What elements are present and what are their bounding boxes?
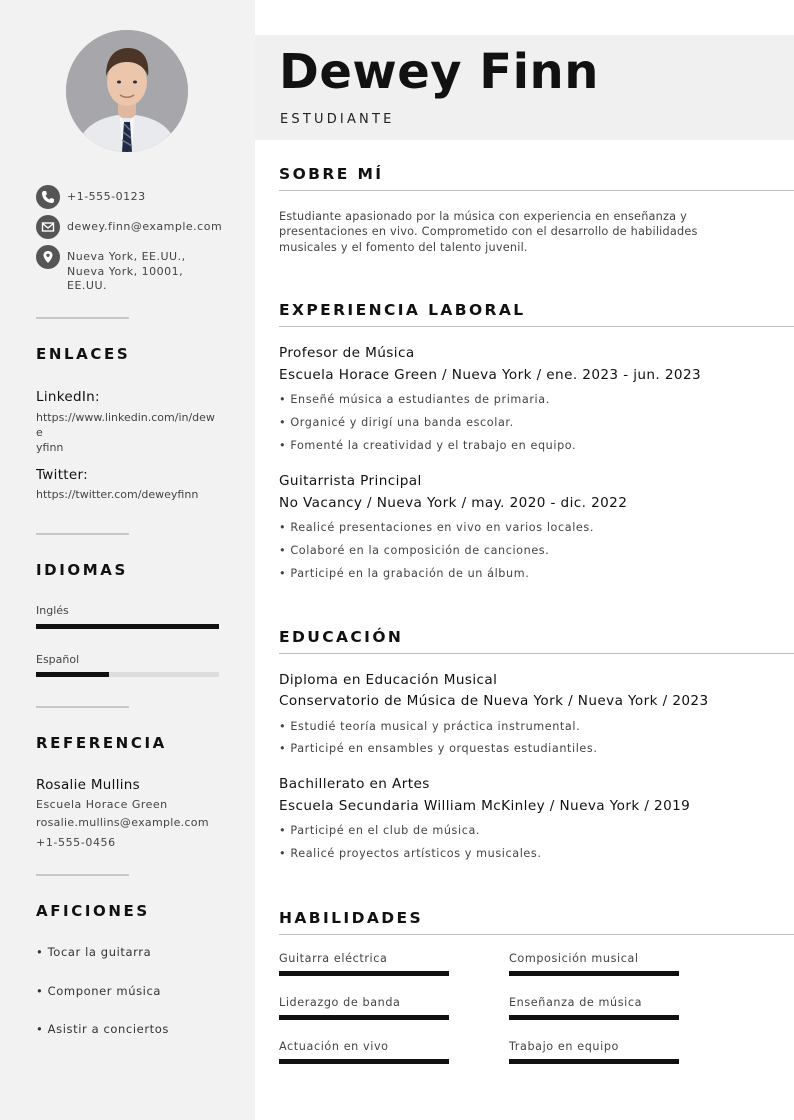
avatar [66, 30, 188, 152]
education-bullet: • Estudié teoría musical y práctica instrumental. [279, 720, 581, 733]
candidate-name: Dewey Finn [279, 44, 599, 100]
about-text [279, 209, 749, 255]
education-title: Bachillerato en Artes [279, 776, 430, 792]
language-level-bar [36, 624, 219, 629]
job-bullet: • Organicé y dirigí una banda escolar. [279, 416, 514, 429]
job-bullet: • Participé en la grabación de un álbum. [279, 567, 530, 580]
linkedin-url-line: https://www.linkedin.com/in/dewe [36, 411, 215, 439]
job-title: Guitarrista Principal [279, 473, 422, 489]
section-rule [279, 326, 794, 327]
phone-icon [36, 185, 60, 209]
education-subtitle: Escuela Secundaria William McKinley / Nueva York / 2019 [279, 798, 691, 814]
skill-level-bar [509, 1015, 679, 1020]
reference-email[interactable]: rosalie.mullins@example.com [36, 816, 209, 829]
sidebar-divider [36, 874, 129, 876]
reference-company: Escuela Horace Green [36, 798, 168, 811]
email-text: dewey.finn@example.com [67, 220, 223, 233]
candidate-title: ESTUDIANTE [280, 112, 395, 127]
envelope-icon [36, 215, 60, 239]
job-bullet: • Realicé presentaciones en vivo en varios locales. [279, 521, 594, 534]
twitter-url-line: https://twitter.com/deweyfinn [36, 488, 199, 501]
language-level-bar [36, 672, 219, 677]
skill-level-bar [279, 1015, 449, 1020]
skill-level-bar [279, 1059, 449, 1064]
reference-name: Rosalie Mullins [36, 777, 140, 793]
sidebar-divider [36, 533, 129, 535]
linkedin-label: LinkedIn: [36, 389, 100, 405]
hobby-item: • Asistir a conciertos [36, 1022, 169, 1036]
reference-heading: REFERENCIA [36, 734, 167, 752]
skill-level-bar [509, 971, 679, 976]
linkedin-url-line: yfinn [36, 441, 64, 454]
twitter-link[interactable] [36, 487, 221, 502]
skill-name: Actuación en vivo [279, 1040, 389, 1053]
skill-name: Trabajo en equipo [509, 1040, 619, 1053]
job-bullet: • Enseñé música a estudiantes de primaria. [279, 393, 550, 406]
about-line: musicales y el fomento del talento juvenil. [279, 240, 528, 254]
section-rule [279, 653, 794, 654]
skill-level-bar [509, 1059, 679, 1064]
address-line: EE.UU. [67, 279, 107, 292]
skill-name: Guitarra eléctrica [279, 952, 388, 965]
skill-name: Enseñanza de música [509, 996, 643, 1009]
address-line: Nueva York, EE.UU., [67, 250, 186, 263]
skill-name: Liderazgo de banda [279, 996, 401, 1009]
language-name: Español [36, 653, 80, 666]
job-subtitle: No Vacancy / Nueva York / may. 2020 - dic. 2022 [279, 495, 628, 511]
skills-heading: HABILIDADES [279, 909, 424, 927]
links-heading: ENLACES [36, 345, 131, 363]
sidebar-divider [36, 706, 129, 708]
map-pin-icon [36, 245, 60, 269]
hobbies-heading: AFICIONES [36, 902, 150, 920]
about-heading: SOBRE MÍ [279, 165, 384, 183]
address-text [67, 250, 186, 294]
sidebar-divider [36, 317, 129, 319]
section-rule [279, 934, 794, 935]
skill-name: Composición musical [509, 952, 639, 965]
about-line: Estudiante apasionado por la música con experiencia en enseñanza y [279, 210, 687, 223]
job-title: Profesor de Música [279, 345, 415, 361]
education-bullet: • Participé en el club de música. [279, 824, 481, 837]
job-bullet: • Fomenté la creatividad y el trabajo en equipo. [279, 439, 577, 452]
education-title: Diploma en Educación Musical [279, 672, 498, 688]
education-subtitle: Conservatorio de Música de Nueva York / Nueva York / 2023 [279, 693, 709, 709]
job-subtitle: Escuela Horace Green / Nueva York / ene. 2023 - jun. 2023 [279, 367, 702, 383]
education-heading: EDUCACIÓN [279, 628, 404, 646]
skill-level-bar [279, 971, 449, 976]
twitter-label: Twitter: [36, 467, 88, 483]
language-name: Inglés [36, 604, 69, 617]
education-bullet: • Realicé proyectos artísticos y musicales. [279, 847, 542, 860]
section-rule [279, 190, 794, 191]
phone-text: +1-555-0123 [67, 190, 146, 203]
about-line: presentaciones en vivo. Comprometido con el desarrollo de habilidades [279, 225, 698, 239]
language-level-fill [36, 624, 219, 629]
linkedin-link[interactable] [36, 410, 221, 455]
reference-phone: +1-555-0456 [36, 836, 116, 849]
job-bullet: • Colaboré en la composición de canciones. [279, 544, 550, 557]
address-line: Nueva York, 10001, [67, 264, 184, 278]
languages-heading: IDIOMAS [36, 561, 128, 579]
education-bullet: • Participé en ensambles y orquestas estudiantiles. [279, 742, 598, 755]
hobby-item: • Componer música [36, 984, 162, 998]
experience-heading: EXPERIENCIA LABORAL [279, 301, 526, 319]
hobby-item: • Tocar la guitarra [36, 945, 152, 959]
language-level-fill [36, 672, 109, 677]
